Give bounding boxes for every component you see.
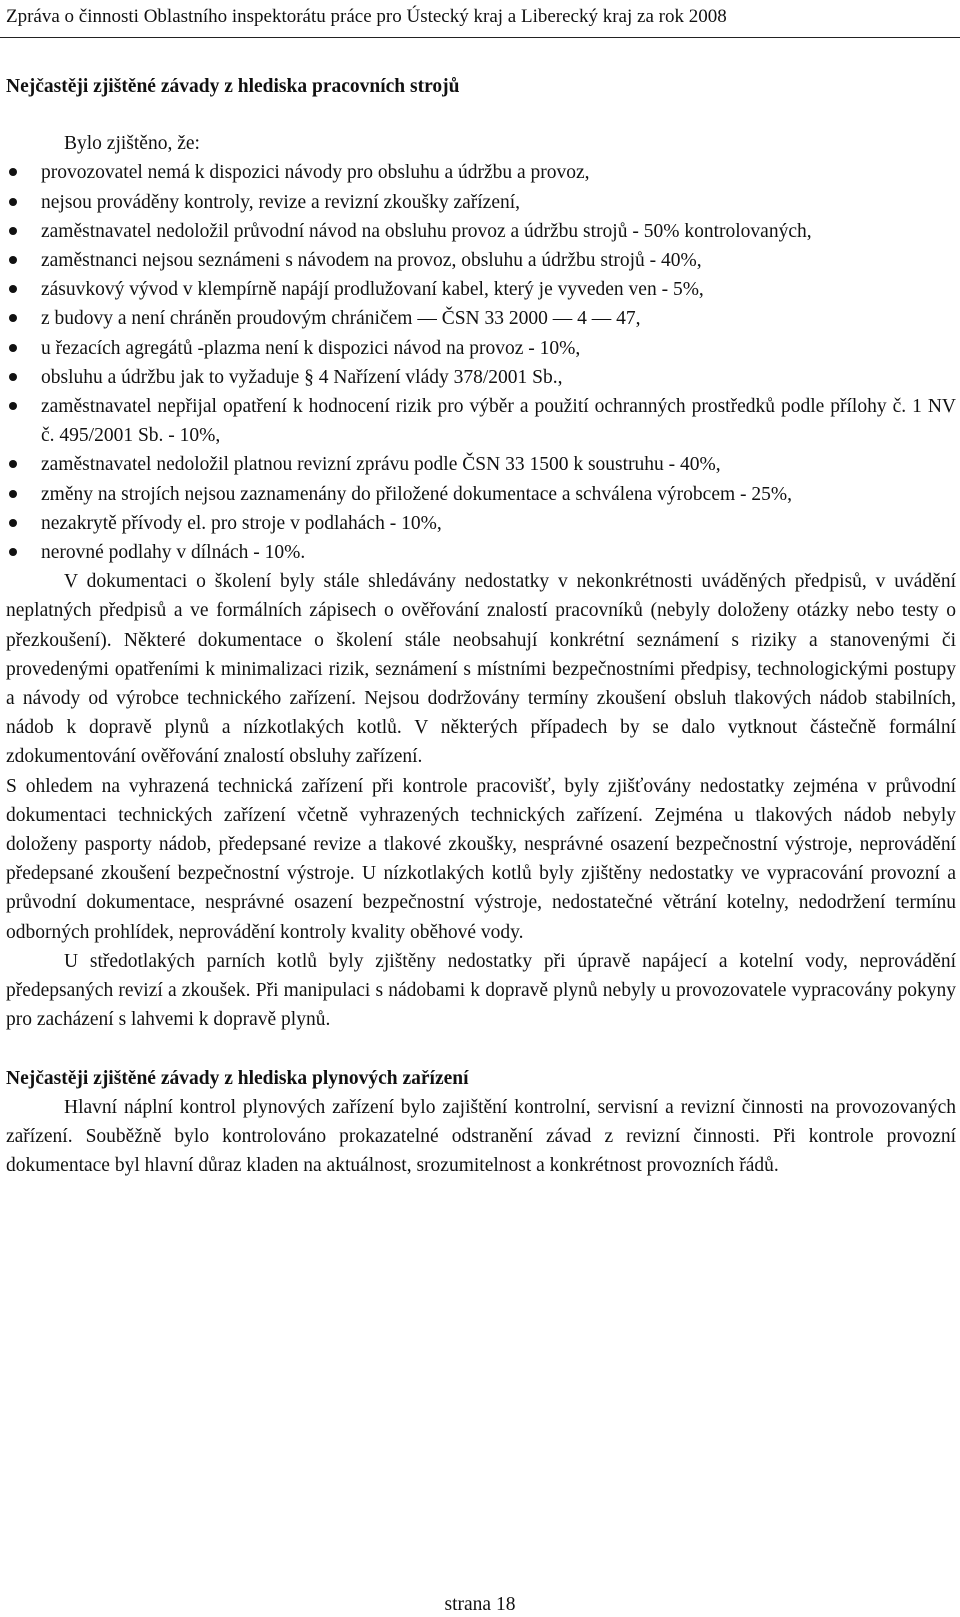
document-body [6,72,956,1180]
list-item: u řezacích agregátů -plazma není k dispozici návod na provoz - 10%, [6,334,956,363]
paragraph-steam-boilers: U středotlakých parních kotlů byly zjištěny nedostatky při úpravě napájecí a kotelní vody, neprovádění předepsaných revizí a zkoušek. Při manipulaci s nádobami k dopravě plynů nebyly u provozovatele vypracovány pokyny pro zacházení s lahvemi k dopravě plynů. [6,950,956,1031]
list-item: nezakrytě přívody el. pro stroje v podlahách - 10%, [6,509,956,538]
defects-list [6,158,956,567]
section-heading-gas: Nejčastěji zjištěné závady z hlediska plynových zařízení [6,1067,469,1089]
section-heading-machines: Nejčastěji zjištěné závady z hlediska pracovních strojů [6,76,460,97]
paragraph-gas-equipment: Hlavní náplní kontrol plynových zařízení bylo zajištění kontrolní, servisní a revizní činnosti na provozovaných zařízení. Souběžně bylo kontrolováno prokazatelné odstranění závad z revizní činnosti. Při kontrole provozní dokumentace byl hlavní důraz kladen na aktuálnost, srozumitelnost a konkrétnost provozních řádů. [6,1096,956,1177]
list-item: zaměstnavatel nedoložil platnou revizní zprávu podle ČSN 33 1500 k soustruhu - 40%, [6,450,956,479]
page-header [0,0,960,38]
intro-text: Bylo zjištěno, že: [64,133,200,155]
list-item: obsluhu a údržbu jak to vyžaduje § 4 Nařízení vlády 378/2001 Sb., [6,363,956,392]
list-item: zaměstnavatel nedoložil průvodní návod na obsluhu provoz a údržbu strojů - 50% kontrolovaných, [6,217,956,246]
header-title: Zpráva o činnosti Oblastního inspektorátu práce pro Ústecký kraj a Liberecký kraj za rok 2008 [6,6,727,27]
list-item: provozovatel nemá k dispozici návody pro obsluhu a údržbu a provoz, [6,158,956,187]
list-item: zaměstnanci nejsou seznámeni s návodem na provoz, obsluhu a údržbu strojů - 40%, [6,246,956,275]
list-item: zásuvkový vývod v klempírně napájí prodlužovaní kabel, který je vyveden ven - 5%, [6,275,956,304]
page-number: strana 18 [444,1594,516,1615]
list-item: nerovné podlahy v dílnách - 10%. [6,538,956,567]
list-item: změny na strojích nejsou zaznamenány do přiložené dokumentace a schválena výrobcem - 25%, [6,480,956,509]
list-item: nejsou prováděny kontroly, revize a revizní zkoušky zařízení, [6,188,956,217]
paragraph-reserved-equipment: S ohledem na vyhrazená technická zařízení při kontrole pracovišť, byly zjišťovány nedostatky zejména v průvodní dokumentaci technických zařízení včetně vyhrazených technických zařízení. Zejména u tlakových nádob nebyly doloženy pasporty nádob, předepsané revize a tlakové zkoušky, nesprávné osazení bezpečnostní výstroje, neprovádění předepsané zkoušení bezpečnostní výstroje. U nízkotlakých kotlů byly zjištěny nedostatky ve vypracování provozní a průvodní dokumentace, nesprávné osazení bezpečnostní výstroje, nedostatečné větrání kotelny, nedodržení termínu odborných prohlídek, neprovádění kontroly kvality oběhové vody. [6,775,956,943]
list-item: z budovy a není chráněn proudovým chráničem — ČSN 33 2000 — 4 — 47, [6,304,956,333]
paragraph-training-docs: V dokumentaci o školení byly stále shledávány nedostatky v nekonkrétnosti uváděných předpisů, v uvádění neplatných předpisů a ve formálních zápisech o ověřování znalostí pracovníků (nebyly doloženy otázky nebo testy o přezkoušení). Některé dokumentace o školení stále neobsahují konkrétní seznámení s riziky a stanovenými či provedenými opatřeními k minimalizaci rizik, seznámení s místními bezpečnostními předpisy, technologickými postupy a návody od výrobce technického zařízení. Nejsou dodržovány termíny zkoušení obsluh tlakových nádob stabilních, nádob k dopravě plynů a nízkotlakých kotlů. V některých případech by se dalo vytknout částečně formální zdokumentování ověřování znalostí obsluhy zařízení. [6,571,956,768]
list-item: zaměstnavatel nepřijal opatření k hodnocení rizik pro výběr a použití ochranných prostředků podle přílohy č. 1 NV č. 495/2001 Sb. - 10%, [6,392,956,450]
